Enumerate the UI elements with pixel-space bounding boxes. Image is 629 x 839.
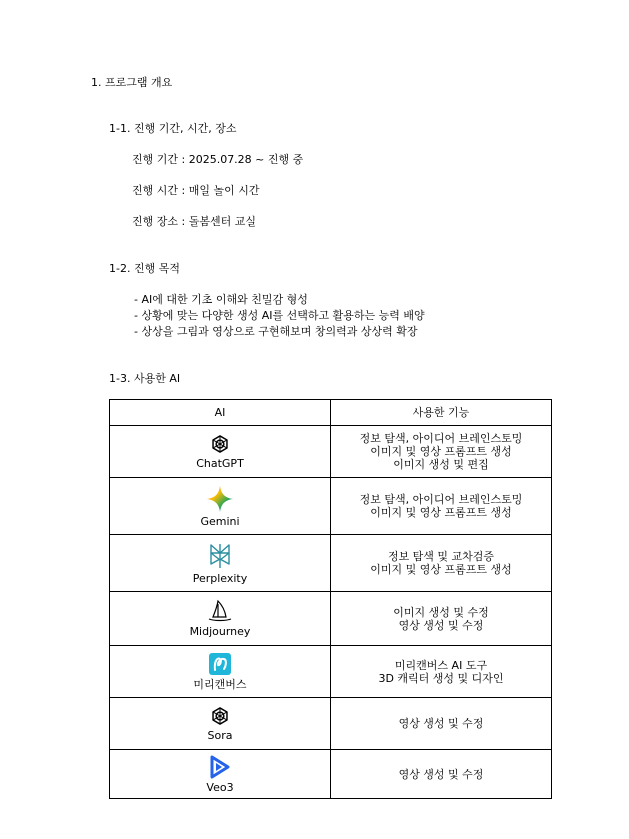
- ai-name: Perplexity: [192, 571, 248, 585]
- feature-line: 영상 생성 및 수정: [398, 717, 484, 730]
- ai-table: [109, 399, 552, 799]
- table-row: [110, 535, 552, 592]
- features-cell: [331, 698, 552, 750]
- features-cell: [331, 592, 552, 646]
- purpose-item: - AI에 대한 기초 이해와 친밀감 형성: [134, 293, 308, 306]
- features-cell: [331, 535, 552, 592]
- time-line: 진행 시간 : 매일 놀이 시간: [132, 184, 260, 197]
- table-header-row: [110, 400, 552, 426]
- table-row: [110, 646, 552, 698]
- ai-cell: [110, 592, 331, 646]
- play-triangle-icon: [209, 755, 231, 779]
- miricanvas-icon: [208, 652, 232, 676]
- ai-cell: [110, 646, 331, 698]
- feature-line: 정보 탐색, 아이디어 브레인스토밍: [359, 432, 523, 445]
- feature-line: 미리캔버스 AI 도구: [394, 658, 488, 672]
- ai-name: 미리캔버스: [193, 678, 247, 691]
- ai-name: ChatGPT: [196, 457, 244, 470]
- feature-line: 이미지 및 영상 프롬프트 생성: [370, 563, 512, 576]
- ai-name: Veo3: [206, 780, 234, 794]
- features-cell: [331, 646, 552, 698]
- table-row: [110, 698, 552, 750]
- ai-name: Midjourney: [189, 625, 251, 638]
- features-cell: [331, 750, 552, 799]
- ai-cell: [110, 426, 331, 478]
- purpose-item: - 상상을 그림과 영상으로 구현해보며 창의력과 상상력 확장: [134, 325, 418, 338]
- feature-line: 이미지 생성 및 수정: [393, 605, 489, 619]
- ai-cell: [110, 698, 331, 750]
- purpose-item: - 상황에 맞는 다양한 생성 AI를 선택하고 활용하는 능력 배양: [134, 309, 425, 322]
- ai-cell: [110, 535, 331, 592]
- feature-line: 이미지 및 영상 프롬프트 생성: [370, 506, 512, 519]
- feature-line: 3D 캐릭터 생성 및 디자인: [378, 671, 504, 685]
- feature-line: 영상 생성 및 수정: [398, 618, 484, 632]
- ai-cell: [110, 478, 331, 535]
- subsection-heading-ai: 1-3. 사용한 AI: [109, 372, 181, 385]
- feature-line: 영상 생성 및 수정: [398, 767, 484, 781]
- features-cell: [331, 478, 552, 535]
- table-row: [110, 592, 552, 646]
- subsection-heading-purpose: 1-2. 진행 목적: [109, 262, 180, 275]
- table-row: [110, 750, 552, 799]
- perplexity-icon: [207, 542, 233, 570]
- ai-name: Gemini: [200, 514, 240, 528]
- openai-icon: [209, 433, 231, 455]
- place-line: 진행 장소 : 돌봄센터 교실: [132, 215, 256, 228]
- section-title: 1. 프로그램 개요: [91, 76, 173, 89]
- subsection-heading-period: 1-1. 진행 기간, 시간, 장소: [109, 122, 237, 135]
- ai-name: Sora: [207, 729, 233, 742]
- table-row: [110, 426, 552, 478]
- feature-line: 이미지 생성 및 편집: [393, 458, 489, 471]
- feature-line: 정보 탐색, 아이디어 브레인스토밍: [359, 493, 523, 506]
- header-ai: AI: [110, 400, 331, 426]
- gemini-sparkle-icon: [206, 485, 234, 513]
- features-cell: [331, 426, 552, 478]
- feature-line: 정보 탐색 및 교차검증: [387, 550, 495, 563]
- feature-line: 이미지 및 영상 프롬프트 생성: [370, 445, 512, 458]
- table-row: [110, 478, 552, 535]
- sailboat-icon: [206, 599, 234, 623]
- openai-icon: [209, 705, 231, 727]
- ai-cell: [110, 750, 331, 799]
- header-features: 사용한 기능: [331, 400, 552, 426]
- period-line: 진행 기간 : 2025.07.28 ~ 진행 중: [132, 153, 304, 166]
